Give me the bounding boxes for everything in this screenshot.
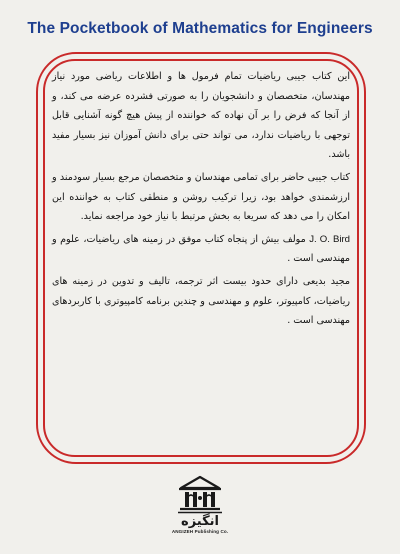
paragraph-intro: این کتاب جیبی ریاضیات تمام فرمول ها و اطلاعات ریاضی مورد نیاز مهندسان، متخصصان و دانشجویان را به صورتی فشرده عرضه می کند، و از آنجا که فرض را بر آن نهاده که خواننده از پیش هیچ گونه آشنایی قابل توجهی با ریاضیات ندارد، می تواند حتی برای دانش آموزان نیز بسیار مفید باشد. bbox=[52, 71, 350, 161]
description-text bbox=[52, 67, 350, 334]
publisher-emblem-icon bbox=[175, 474, 225, 514]
publisher-logo bbox=[160, 474, 240, 550]
paragraph-author bbox=[52, 230, 350, 269]
paragraph-reference: کتاب جیبی حاضر برای تمامی مهندسان و متخصصان مرجع بسیار سودمند و ارزشمندی خواهد بود، زیرا ترکیب روشن و منطقی کتاب به خواننده این امکان را می دهد که سریعا به بخش مرتبط با نیاز خود مراجعه نماید. bbox=[52, 171, 350, 223]
author-bio: مولف بیش از پنجاه کتاب موفق در زمینه های ریاضیات، علوم و مهندسی است . bbox=[52, 233, 350, 265]
publisher-name-en: ANGIZEH Publishing Co. bbox=[171, 529, 229, 534]
publisher-name-fa: انگیزه bbox=[181, 514, 219, 529]
author-name: J. O. Bird bbox=[309, 233, 350, 245]
book-title: The Pocketbook of Mathematics for Engineers bbox=[27, 20, 373, 37]
paragraph-translator: مجید بدیعی دارای حدود بیست اثر ترجمه، تالیف و تدوین در زمینه های ریاضیات، کامپیوتر، علوم و مهندسی و چندین برنامه کامپیوتری با کاربردهای مهندسی است . bbox=[52, 275, 350, 327]
